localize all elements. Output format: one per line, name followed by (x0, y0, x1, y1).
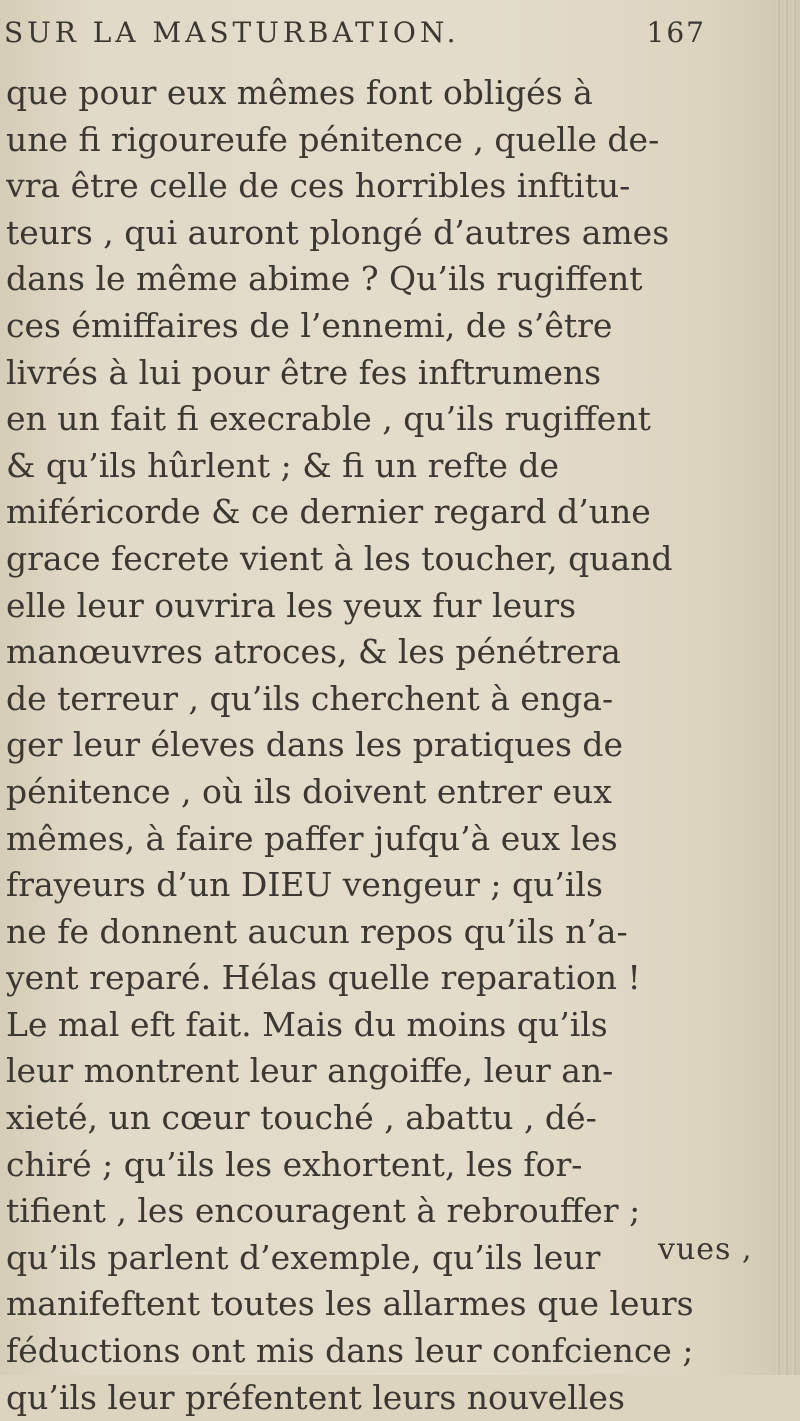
text-line: frayeurs d’un DIEU vengeur ; qu’ils (6, 865, 603, 905)
text-line: chiré ; qu’ils les exhortent, les for- (6, 1144, 583, 1184)
text-line: que pour eux mêmes font obligés à (6, 73, 593, 112)
text-line: & qu’ils hûrlent ; & fi un refte de (6, 445, 560, 485)
text-line: mêmes, à faire paffer jufqu’à eux les (6, 818, 618, 858)
text-line: leur montrent leur angoiffe, leur an- (6, 1051, 614, 1091)
catchword: vues , (658, 1232, 753, 1267)
text-line: manifeftent toutes les allarmes que leurs (6, 1284, 694, 1324)
text-line: livrés à lui pour être fes inftrumens (6, 352, 602, 392)
text-line: elle leur ouvrira les yeux fur leurs (6, 585, 577, 625)
text-line: manœuvres atroces, & les pénétrera (6, 632, 621, 672)
body-text (6, 70, 746, 1421)
text-line: pénitence , où ils doivent entrer eux (6, 771, 612, 811)
page-number: 167 (646, 16, 706, 49)
text-line: grace fecrete vient à les toucher, quand (6, 538, 673, 578)
text-line: tifient , les encouragent à rebrouffer ; (6, 1191, 641, 1231)
text-line: féductions ont mis dans leur confcience ; (6, 1331, 694, 1371)
text-line: qu’ils leur préfentent leurs nouvelles (6, 1377, 625, 1417)
text-line: ces émiffaires de l’ennemi, de s’être (6, 305, 613, 345)
text-line: miféricorde & ce dernier regard d’une (6, 492, 651, 532)
text-line: vra être celle de ces horribles inftitu- (6, 166, 631, 206)
text-line: en un fait fi execrable , qu’ils rugiffent (6, 399, 651, 439)
text-line: teurs , qui auront plongé d’autres ames (6, 212, 670, 252)
running-head (4, 16, 744, 62)
text-line: Le mal eft fait. Mais du moins qu’ils (6, 1004, 608, 1044)
text-line: xieté, un cœur touché , abattu , dé- (6, 1098, 597, 1138)
text-line: dans le même abime ? Qu’ils rugiffent (6, 259, 643, 299)
text-line: ger leur éleves dans les pratiques de (6, 725, 624, 765)
running-head-title: SUR LA MASTURBATION. (4, 16, 460, 49)
text-line: de terreur , qu’ils cherchent à enga- (6, 678, 614, 718)
page-edge (774, 0, 800, 1375)
text-line: ne fe donnent aucun repos qu’ils n’a- (6, 911, 628, 951)
text-line: une fi rigoureufe pénitence , quelle de- (6, 119, 660, 159)
text-line: qu’ils parlent d’exemple, qu’ils leur (6, 1237, 601, 1277)
text-line: yent reparé. Hélas quelle reparation ! (6, 958, 641, 998)
